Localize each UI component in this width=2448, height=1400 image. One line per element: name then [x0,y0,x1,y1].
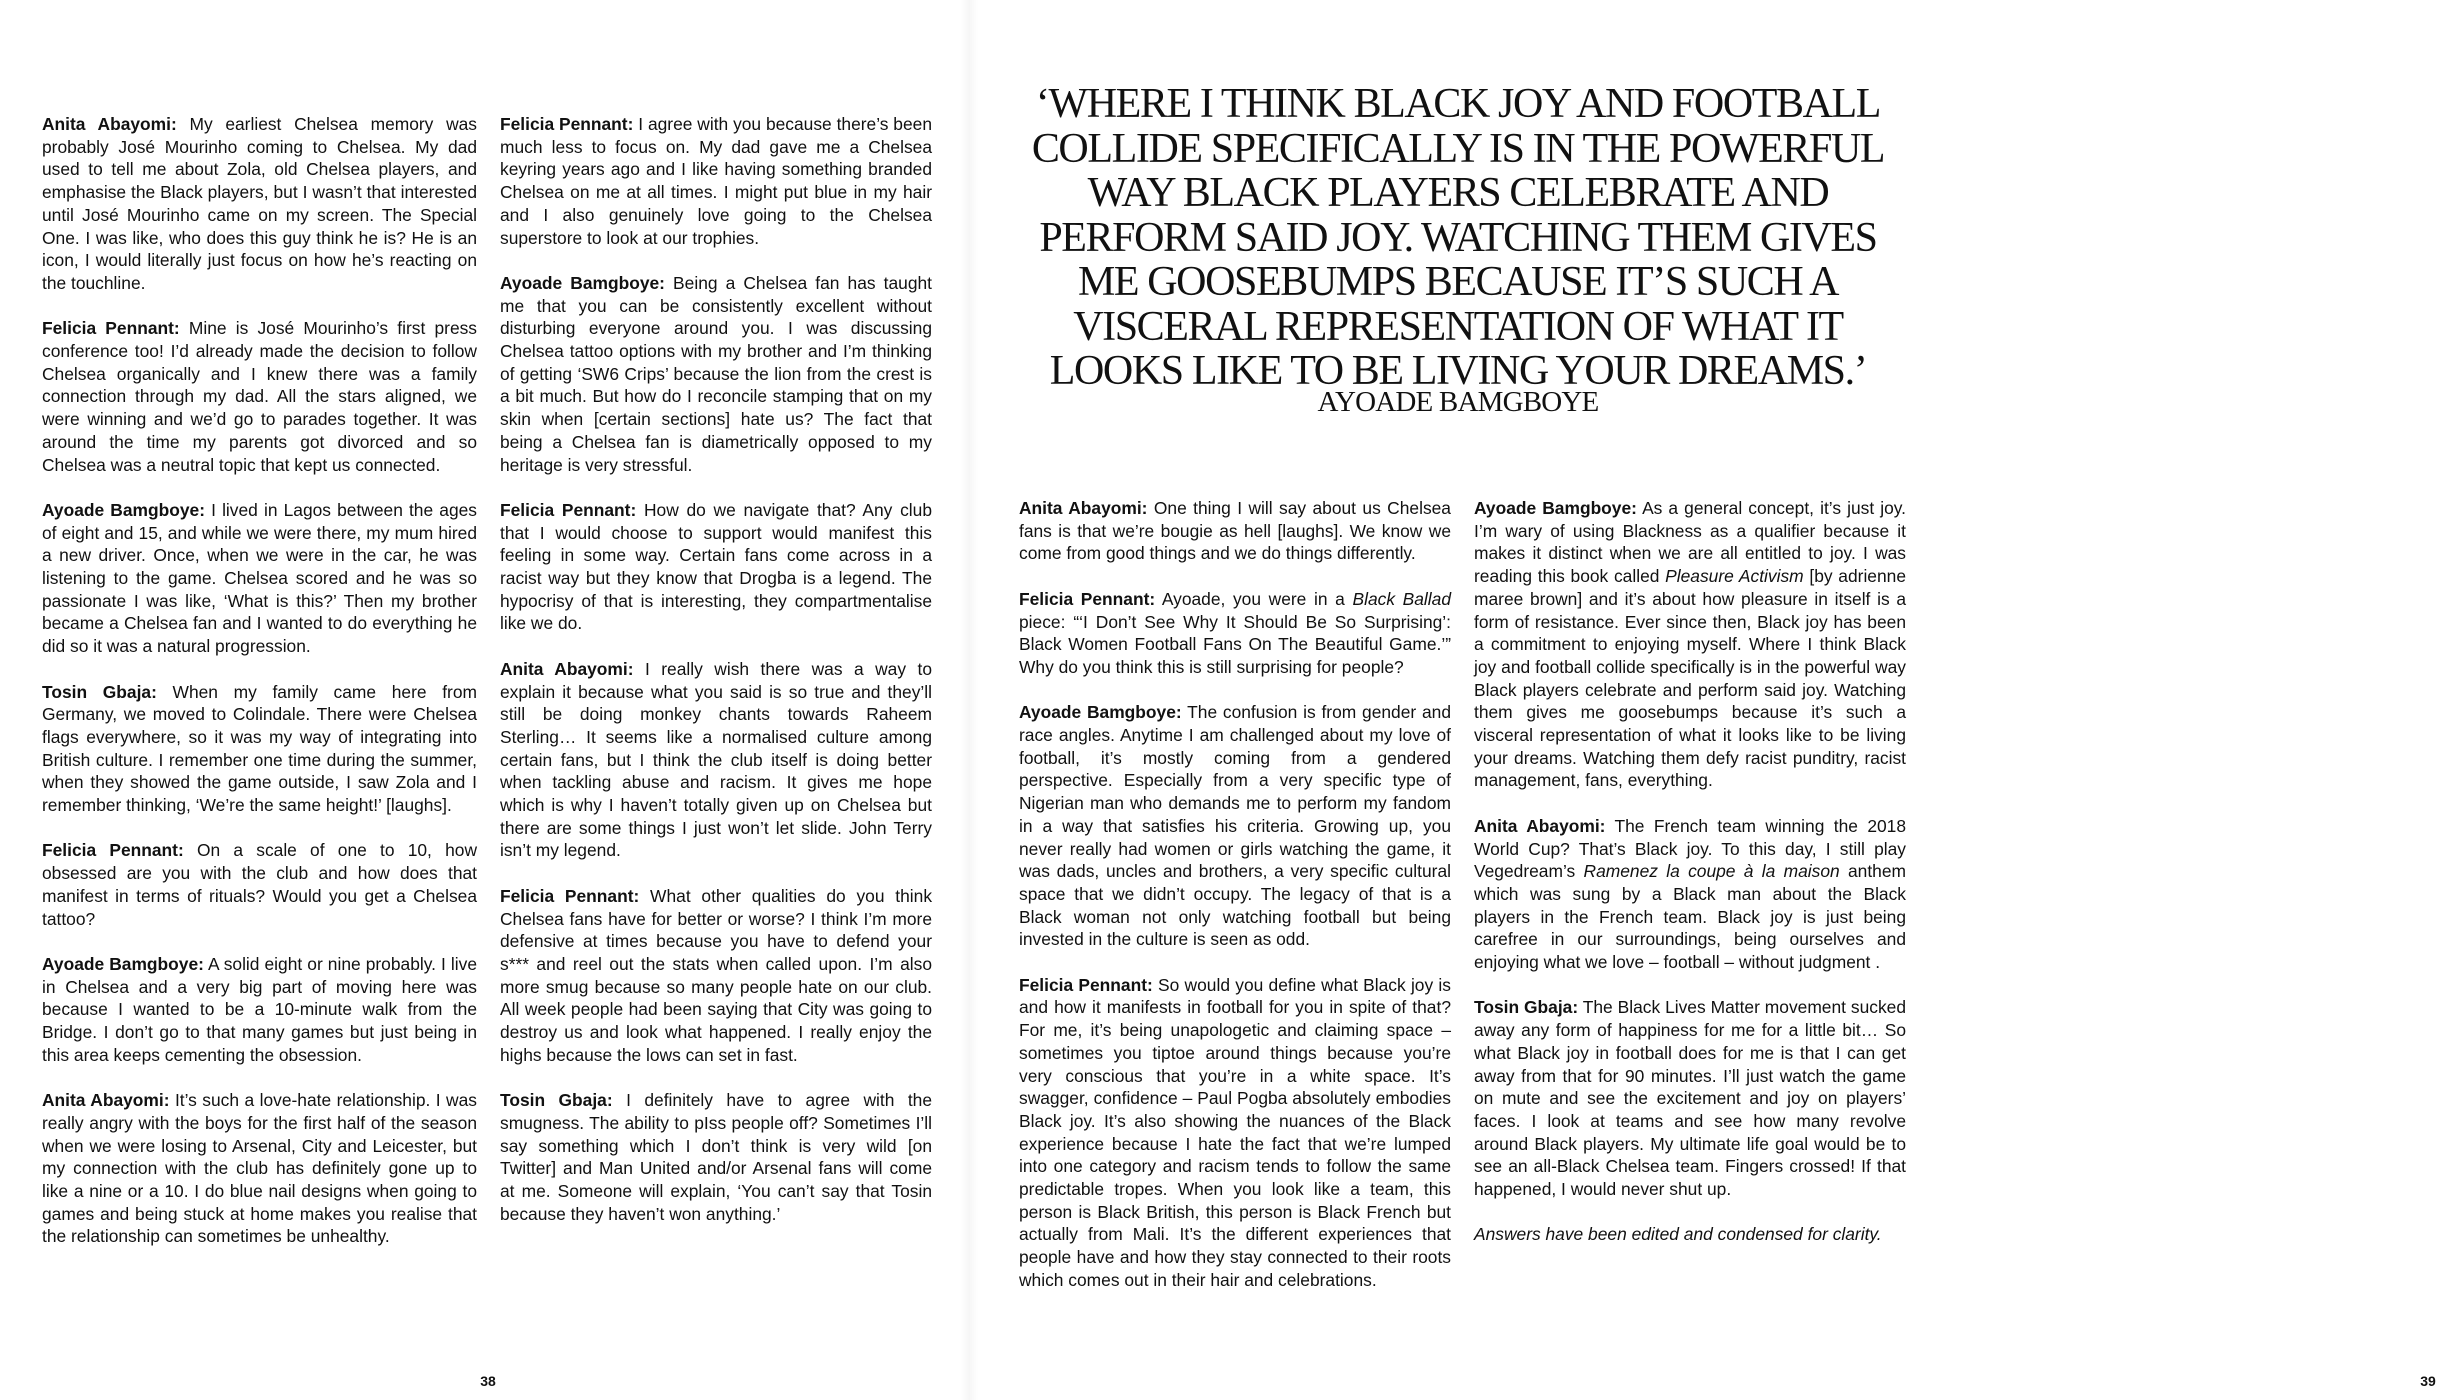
answer-text-continued: [by adrienne maree brown] and it’s about how pleasure in itself is a form of resistance. Ever since then, Black joy has been a commitment to enjoying myself. Where I think Black joy and football collide specifically is in the powerful way Black players celebrate and perform said joy. Watching them gives me goosebumps because it’s such a visceral representation of what it looks like to be living your dreams. Watching them defy racist punditry, racist management, fans, everything. [1474,566,1906,791]
answer-text: Being a Chelsea fan has taught me that you can be consistently excellent without disturbing everyone around you. I was discussing Chelsea tattoo options with my brother and I’m thinking of getting ‘SW6 Crips’ because the lion from the crest is a bit much. But how do I reconcile stamping that on my skin when [certain sections] hate us? The fact that being a Chelsea fan is diametrically opposed to my heritage is very stressful. [500,272,932,475]
pull-quote-attribution: AYOADE BAMGBOYE [1317,386,1599,418]
paragraph [500,499,932,635]
paragraph [500,885,932,1067]
right-page-column-2 [1474,497,1906,1246]
answer-text: A solid eight or nine probably. I live in Chelsea and a very big part of moving here was because I wanted to be a 10-minute walk from the Bridge. I don’t go to that many games but just being in this area keeps cementing the obsession. [42,953,477,1065]
answer-text: What other qualities do you think Chelsea fans have for better or worse? I think I’m more defensive at times because you have to defend your s*** and reel out the stats when called upon. I’m also more smug because so many people hate on our club. All week people had been saying that City was going to destroy us and look what happened. I really enjoy the highs because the lows can set in fast. [500,885,933,1065]
speaker-name: Tosin Gbaja: [42,681,157,702]
speaker-name: Tosin Gbaja: [500,1090,613,1111]
paragraph [42,499,477,658]
answer-text: I agree with you because there’s been much less to focus on. My dad gave me a Chelsea keyring years ago and I like having something branded Chelsea on me at all times. I might put blue in my hair and I also genuinely love going to the Chelsea superstore to look at our trophies. [500,114,932,248]
speaker-name: Felicia Pennant: [1019,588,1156,609]
answer-text: I really wish there was a way to explain it because what you said is so true and they’ll still be doing monkey chants towards Raheem Sterling… It seems like a normalised culture among certain fans, but I think the club itself is doing better when tackling abuse and racism. It gives me hope which is why I haven’t totally given up on Chelsea but there are some things I just won’t let slide. John Terry isn’t my legend. [500,658,933,861]
song-title: Ramenez la coupe à la maison [1583,861,1840,882]
paragraph [42,317,477,476]
speaker-name: Ayoade Bamgboye: [1019,702,1182,723]
speaker-name: Felicia Pennant: [42,840,184,861]
answer-text: On a scale of one to 10, how obsessed are you with the club and how does that manifest in terms of rituals? Would you get a Chelsea tattoo? [42,840,478,929]
paragraph [1019,588,1451,679]
book-title: Pleasure Activism [1665,566,1804,587]
answer-text: One thing I will say about us Chelsea fans is that we’re bougie as hell [laughs]. We know we come from good things and we do things differently. [1019,498,1451,564]
publication-title: Black Ballad [1352,588,1451,609]
answer-text: It’s such a love-hate relationship. I was really angry with the boys for the first half of the season when we were losing to Arsenal, City and Leicester, but my connection with the club has definitely gone up to like a nine or a 10. I do blue nail designs when going to games and being stuck at home makes you realise that the relationship can sometimes be unhealthy. [42,1090,477,1247]
answer-text: As a general concept, it’s just joy. I’m wary of using Blackness as a qualifier because it makes it distinct when we are all entitled to joy. I was reading this book called [1474,498,1906,587]
speaker-name: Anita Abayomi: [42,1090,170,1111]
speaker-name: Felicia Pennant: [1019,974,1153,995]
paragraph [42,681,477,817]
left-page [0,0,968,1400]
speaker-name: Felicia Pennant: [42,318,180,339]
paragraph [1474,996,1906,1200]
speaker-name: Anita Abayomi: [1474,815,1606,836]
answer-text: Ayoade, you were in a [1155,588,1353,609]
paragraph [500,272,932,476]
paragraph [1019,497,1451,565]
answer-text: I definitely have to agree with the smugness. The ability to pIss people off? Sometimes I’ll say something which I don’t think is very wild [on Twitter] and Man United and/or Arsenal fans will come at me. Someone will explain, ‘You can’t say that Tosin because they haven’t won anything.’ [500,1090,932,1224]
speaker-name: Felicia Pennant: [500,885,640,906]
paragraph [42,1089,477,1248]
answer-text: The French team winning the 2018 World Cup? That’s Black joy. To this day, I still play Vegedream’s [1474,815,1906,882]
speaker-name: Ayoade Bamgboye: [42,499,205,520]
speaker-name: Tosin Gbaja: [1474,997,1579,1018]
answer-text: So would you define what Black joy is and how it manifests in football for you in spite of that? For me, it’s being unapologetic and claiming space – sometimes you tiptoe around things because you’re very conscious that you’re in a white space. It’s swagger, confidence – Paul Pogba absolutely embodies Black joy. It’s also showing the nuances of the Black experience because I hate the fact that we’re lumped into one category and racism tends to follow the same predictable tropes. When you look like a team, this person is Black British, this person is Black French but actually from Mali. It’s the different experiences that people have and how they stay connected to their roots which comes out in their hair and celebrations. [1019,974,1451,1290]
answer-text: I lived in Lagos between the ages of eight and 15, and while we were there, my mum hired a new driver. Once, when we were in the car, he was listening to the game. Chelsea scored and he was so passionate I was like, ‘What is this?’ Then my brother became a Chelsea fan and I wanted to do everything he did so it was a natural progression. [42,499,477,657]
editorial-note: Answers have been edited and condensed for clarity. [1474,1224,1882,1245]
answer-text-continued: piece: “‘I Don’t See Why It Should Be So Surprising’: Black Women Football Fans On The Beautiful Game.’” Why do you think this is still surprising for people? [1019,611,1451,677]
answer-text: My earliest Chelsea memory was probably José Mourinho coming to Chelsea. My dad used to tell me about Zola, old Chelsea players, and emphasise the Black players, but I wasn’t that interested until José Mourinho came on my screen. The Special One. I was like, who does this guy think he is? He is an icon, I would literally just focus on how he’s reacting on the touchline. [42,114,477,293]
paragraph [1474,497,1906,792]
answer-text: The confusion is from gender and race angles. Anytime I am challenged about my love of football, it’s mostly coming from a gendered perspective. Especially from a very specific type of Nigerian man who demands me to perform my fandom in a way that satisfies his criteria. Growing up, you never really had women or girls watching the game, it was dads, uncles and brothers, a very specific cultural space that we didn’t occupy. The legacy of that is a Black woman not only watching football but being invested in the culture is seen as odd. [1019,702,1451,950]
left-page-column-1 [42,113,477,1248]
paragraph [500,113,932,249]
right-page [968,0,2436,1400]
paragraph [42,839,477,930]
speaker-name: Felicia Pennant: [500,499,637,520]
page-number: 38 [480,1373,496,1389]
speaker-name: Felicia Pennant: [500,114,634,134]
speaker-name: Ayoade Bamgboye: [42,953,204,974]
speaker-name: Ayoade Bamgboye: [500,272,665,293]
speaker-name: Ayoade Bamgboye: [1474,498,1637,518]
paragraph [1474,815,1906,974]
paragraph [1019,974,1451,1292]
paragraph [500,1089,932,1225]
answer-text: How do we navigate that? Any club that I would choose to support would manifest this feeling in some way. Certain fans come across in a racist way but they know that Drogba is a legend. The hypocrisy of that is interesting, they compartmentalise like we do. [500,499,932,634]
pull-quote: ‘WHERE I THINK BLACK JOY AND FOOTBALL COLLIDE SPECIFICALLY IS IN THE POWERFUL WAY BLACK PLAYERS CELEBRATE AND PERFORM SAID JOY. WATCHING THEM GIVES ME GOOSEBUMPS BECAUSE IT’S SUCH A VISCERAL REPRESENTATION OF WHAT IT LOOKS LIKE TO BE LIVING YOUR DREAMS.’ [1031,81,1885,394]
paragraph [42,953,477,1067]
answer-text: Mine is José Mourinho’s first press conference too! I’d already made the decision to follow Chelsea organically and I knew there was a family connection through my dad. All the stars aligned, we were winning and we’d go to parades together. It was around the time my parents got divorced and so Chelsea was a neutral topic that kept us connected. [42,318,478,475]
speaker-name: Anita Abayomi: [1019,498,1148,518]
paragraph [500,658,932,862]
answer-text: When my family came here from Germany, we moved to Colindale. There were Chelsea flags everywhere, so it was my way of integrating into British culture. I remember one time during the summer, when they showed the game outside, I saw Zola and I remember thinking, ‘We’re the same height!’ [laughs]. [42,681,477,816]
left-page-column-2 [500,113,932,1225]
answer-text-continued: anthem which was sung by a Black man about the Black players in the French team. Black joy is just being carefree in our surroundings, being ourselves and enjoying what we love – football – without judgment . [1474,861,1907,973]
speaker-name: Anita Abayomi: [500,658,634,679]
paragraph [1019,701,1451,951]
paragraph [42,113,477,295]
answer-text: The Black Lives Matter movement sucked away any form of happiness for me for a little bit… So what Black joy in football does for me is that I can get away from that for 90 minutes. I’ll just watch the game on mute and see the excitement and joy on players’ faces. I look at teams and see how many revolve around Black players. My ultimate life goal would be to see an all-Black Chelsea team. Fingers crossed! If that happened, I would never shut up. [1474,997,1907,1200]
speaker-name: Anita Abayomi: [42,114,177,134]
page-number: 39 [2420,1373,2436,1389]
right-page-column-1 [1019,497,1451,1292]
